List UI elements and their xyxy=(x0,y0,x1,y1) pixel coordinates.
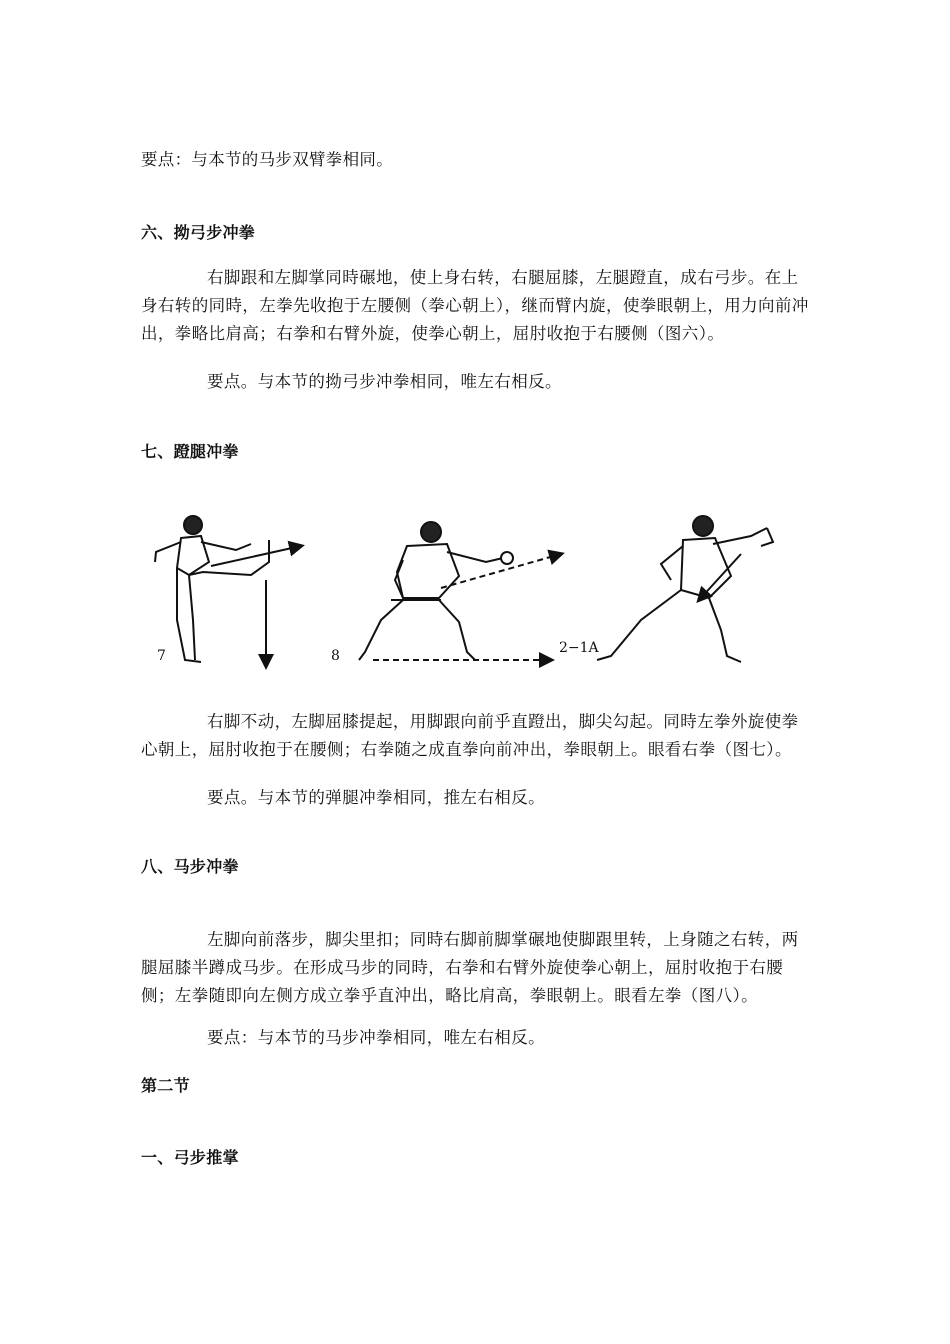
section7-title: 七、蹬腿冲拳 xyxy=(141,442,239,461)
pose-figure-2-1a xyxy=(597,516,773,662)
section8-body xyxy=(141,926,811,1010)
section5-note: 要点：与本节的马步双臂拳相同。 xyxy=(141,150,393,169)
section7-body xyxy=(141,708,811,764)
section6-title: 六、拗弓步冲拳 xyxy=(141,223,256,242)
section2-item1-title: 一、弓步推掌 xyxy=(141,1148,239,1167)
section6-note-text: 要点。与本节的拗弓步冲拳相同，唯左右相反。 xyxy=(207,372,562,391)
pose-figure-7 xyxy=(155,516,301,666)
figure-label-8: 8 xyxy=(331,648,340,664)
pose-figure-8 xyxy=(359,522,561,660)
section6-body-text: 右脚跟和左脚掌同時碾地，使上身右转，右腿屈膝，左腿蹬直，成右弓步。在上身右转的同時，左拳先收抱于左腰侧（拳心朝上），继而臂内旋，使拳眼朝上，用力向前冲出，拳略比肩高；右拳和右臂外旋，使拳心朝上，屈肘收抱于右腰侧（图六）。 xyxy=(141,268,809,343)
section8-note-text: 要点：与本节的马步冲拳相同，唯左右相反。 xyxy=(207,1028,545,1047)
section6-note xyxy=(141,368,811,396)
section8-title: 八、马步冲拳 xyxy=(141,857,239,876)
section6-body xyxy=(141,264,811,348)
section2-title: 第二节 xyxy=(141,1076,190,1095)
martial-arts-illustration xyxy=(141,480,821,680)
figure-label-2-1a: 2−1A xyxy=(559,640,599,656)
section7-note xyxy=(141,784,811,812)
section8-body-text: 左脚向前落步，脚尖里扣；同時右脚前脚掌碾地使脚跟里转，上身随之右转，两腿屈膝半蹲成马步。在形成马步的同時，右拳和右臂外旋使拳心朝上，屈肘收抱于右腰侧；左拳随即向左侧方成立拳乎直沖出，略比肩高，拳眼朝上。眼看左拳（图八）。 xyxy=(141,930,799,1005)
section8-note xyxy=(141,1024,811,1052)
section7-note-text: 要点。与本节的弹腿冲拳相同，推左右相反。 xyxy=(207,788,545,807)
figure-label-7: 7 xyxy=(157,648,166,664)
section7-body-text: 右脚不动，左脚屈膝提起，用脚跟向前乎直蹬出，脚尖勾起。同時左拳外旋使拳心朝上，屈肘收抱于在腰侧；右拳随之成直拳向前冲出，拳眼朝上。眼看右拳（图七）。 xyxy=(141,712,799,759)
